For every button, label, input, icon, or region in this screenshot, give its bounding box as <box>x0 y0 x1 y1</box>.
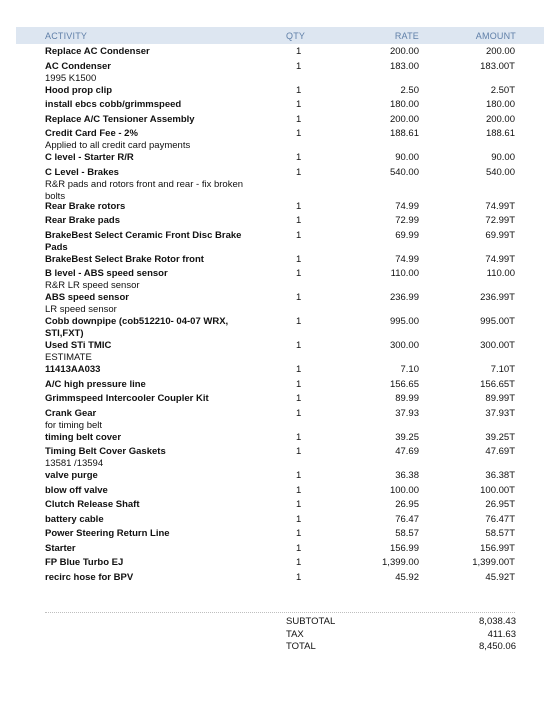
activity-name: 11413AA033 <box>45 364 101 375</box>
subtotal-label: SUBTOTAL <box>286 616 336 627</box>
table-row <box>0 268 560 292</box>
table-row <box>0 316 560 340</box>
rate-cell: 76.47 <box>395 513 419 525</box>
table-row <box>0 215 560 230</box>
table-header <box>16 27 544 44</box>
activity-name: recirc hose for BPV <box>45 571 134 583</box>
rate-cell: 74.99 <box>395 253 419 265</box>
table-row <box>0 528 560 543</box>
table-row <box>0 499 560 514</box>
activity-cell <box>45 432 245 444</box>
activity-cell <box>45 85 245 97</box>
table-row <box>0 99 560 114</box>
activity-name: Starter <box>45 542 76 554</box>
amount-cell: 200.00 <box>485 46 515 57</box>
subtotal-value: 8,038.43 <box>479 616 516 627</box>
rate-cell: 188.61 <box>389 128 419 139</box>
table-row <box>0 114 560 129</box>
header-qty: QTY <box>286 31 306 41</box>
activity-cell <box>45 364 245 376</box>
activity-name: C level - Starter R/R <box>45 152 134 163</box>
rate-cell: 58.57 <box>395 528 419 539</box>
rate-cell: 7.10 <box>400 364 419 375</box>
rate-cell: 200.00 <box>389 46 419 57</box>
activity-name: C Level - Brakes <box>45 166 119 178</box>
qty-cell: 1 <box>296 499 302 510</box>
activity-description: R&R LR speed sensor <box>45 280 140 291</box>
qty-cell: 1 <box>296 128 302 139</box>
amount-cell: 47.69T <box>485 446 515 457</box>
qty-cell: 1 <box>296 571 302 583</box>
amount-cell: 58.57T <box>485 528 515 539</box>
rate-cell: 236.99 <box>389 292 419 303</box>
amount-cell: 300.00T <box>480 340 515 351</box>
qty-cell: 1 <box>296 340 302 351</box>
amount-cell: 183.00T <box>480 60 515 72</box>
activity-name: battery cable <box>45 513 104 525</box>
header-rate: RATE <box>394 31 419 41</box>
activity-cell <box>45 528 245 540</box>
activity-name: Used STi TMIC <box>45 340 112 351</box>
activity-name: Replace AC Condenser <box>45 46 150 57</box>
activity-description: 13581 /13594 <box>45 458 104 469</box>
qty-cell: 1 <box>296 528 302 539</box>
activity-cell <box>45 316 245 340</box>
activity-name: install ebcs cobb/grimmspeed <box>45 99 182 110</box>
activity-cell <box>45 485 245 497</box>
table-row <box>0 230 560 254</box>
amount-cell: 45.92T <box>485 571 515 583</box>
amount-cell: 69.99T <box>485 229 515 241</box>
qty-cell: 1 <box>296 431 302 443</box>
activity-cell <box>45 215 245 227</box>
activity-name: BrakeBest Select Ceramic Front Disc Brake Pads <box>45 229 242 253</box>
rate-cell: 100.00 <box>389 484 419 496</box>
activity-description: LR speed sensor <box>45 304 117 315</box>
activity-cell <box>45 340 245 364</box>
table-row <box>0 572 560 587</box>
table-row <box>0 292 560 316</box>
activity-cell <box>45 46 245 58</box>
table-row <box>0 128 560 152</box>
amount-cell: 110.00 <box>486 268 515 279</box>
total-value: 8,450.06 <box>479 641 516 652</box>
rate-cell: 156.99 <box>389 542 419 554</box>
activity-name: AC Condenser <box>45 60 111 72</box>
activity-name: Replace A/C Tensioner Assembly <box>45 113 195 125</box>
table-row <box>0 46 560 61</box>
qty-cell: 1 <box>296 557 302 568</box>
line-items <box>0 46 560 586</box>
amount-cell: 72.99T <box>485 215 515 226</box>
header-activity: ACTIVITY <box>45 31 88 41</box>
activity-cell <box>45 61 245 85</box>
activity-cell <box>45 99 245 111</box>
activity-name: Credit Card Fee - 2% <box>45 128 138 139</box>
qty-cell: 1 <box>296 513 302 525</box>
activity-cell <box>45 470 245 482</box>
activity-cell <box>45 499 245 511</box>
activity-name: Cobb downpipe (cob512210- 04-07 WRX, STI,FXT) <box>45 316 229 339</box>
activity-cell <box>45 514 245 526</box>
table-row <box>0 379 560 394</box>
qty-cell: 1 <box>296 113 302 125</box>
amount-cell: 180.00 <box>485 99 515 110</box>
rate-cell: 47.69 <box>395 446 419 457</box>
activity-name: Clutch Release Shaft <box>45 499 140 510</box>
amount-cell: 89.99T <box>485 393 515 404</box>
tax-row <box>286 629 516 642</box>
activity-cell <box>45 114 245 126</box>
activity-cell <box>45 254 245 266</box>
table-row <box>0 393 560 408</box>
rate-cell: 110.00 <box>390 268 419 279</box>
activity-cell <box>45 446 245 470</box>
rate-cell: 89.99 <box>395 393 419 404</box>
table-row <box>0 340 560 364</box>
total-row <box>286 641 516 654</box>
rate-cell: 69.99 <box>395 229 419 241</box>
rate-cell: 540.00 <box>389 166 419 178</box>
activity-name: FP Blue Turbo EJ <box>45 557 124 568</box>
activity-name: ABS speed sensor <box>45 292 129 303</box>
amount-cell: 156.99T <box>480 542 515 554</box>
table-row <box>0 61 560 85</box>
rate-cell: 180.00 <box>389 99 419 110</box>
totals-block <box>286 616 516 654</box>
table-row <box>0 85 560 100</box>
activity-name: Grimmspeed Intercooler Coupler Kit <box>45 393 209 404</box>
rate-cell: 36.38 <box>395 470 419 481</box>
rate-cell: 90.00 <box>395 152 419 163</box>
activity-name: valve purge <box>45 470 98 481</box>
qty-cell: 1 <box>296 46 302 57</box>
amount-cell: 74.99T <box>485 200 515 212</box>
qty-cell: 1 <box>296 446 302 457</box>
qty-cell: 1 <box>296 99 302 110</box>
total-label: TOTAL <box>286 641 316 652</box>
amount-cell: 540.00 <box>485 166 515 178</box>
qty-cell: 1 <box>296 542 302 554</box>
amount-cell: 995.00T <box>480 316 515 327</box>
activity-description: ESTIMATE <box>45 352 92 363</box>
rate-cell: 74.99 <box>395 200 419 212</box>
qty-cell: 1 <box>296 393 302 404</box>
table-row <box>0 152 560 167</box>
activity-description: Applied to all credit card payments <box>45 140 191 151</box>
rate-cell: 45.92 <box>395 571 419 583</box>
qty-cell: 1 <box>296 470 302 481</box>
amount-cell: 236.99T <box>480 292 515 303</box>
rate-cell: 26.95 <box>395 499 419 510</box>
activity-cell <box>45 379 245 391</box>
rate-cell: 300.00 <box>389 340 419 351</box>
activity-cell <box>45 201 245 213</box>
table-row <box>0 543 560 558</box>
tax-value: 411.63 <box>487 628 516 640</box>
tax-label: TAX <box>286 628 304 640</box>
table-row <box>0 408 560 432</box>
activity-name: A/C high pressure line <box>45 378 146 390</box>
amount-cell: 7.10T <box>490 364 515 375</box>
activity-cell <box>45 167 245 203</box>
activity-name: BrakeBest Select Brake Rotor front <box>45 253 204 265</box>
qty-cell: 1 <box>296 484 302 496</box>
activity-name: Rear Brake pads <box>45 215 120 226</box>
table-row <box>0 446 560 470</box>
amount-cell: 36.38T <box>485 470 515 481</box>
qty-cell: 1 <box>296 292 302 303</box>
rate-cell: 183.00 <box>389 60 419 72</box>
totals-divider <box>45 612 515 613</box>
amount-cell: 156.65T <box>480 378 515 390</box>
qty-cell: 1 <box>296 407 302 419</box>
amount-cell: 200.00 <box>485 113 515 125</box>
activity-name: Power Steering Return Line <box>45 528 170 539</box>
activity-name: Hood prop clip <box>45 84 113 96</box>
qty-cell: 1 <box>296 364 302 375</box>
table-row <box>0 470 560 485</box>
amount-cell: 39.25T <box>485 431 515 443</box>
activity-cell <box>45 408 245 432</box>
activity-cell <box>45 557 245 569</box>
activity-description: 1995 K1500 <box>45 72 97 84</box>
qty-cell: 1 <box>296 229 302 241</box>
activity-cell <box>45 292 245 316</box>
activity-name: Rear Brake rotors <box>45 200 126 212</box>
rate-cell: 1,399.00 <box>382 557 419 568</box>
qty-cell: 1 <box>296 84 302 96</box>
activity-name: timing belt cover <box>45 431 122 443</box>
activity-description: for timing belt <box>45 419 103 431</box>
qty-cell: 1 <box>296 152 302 163</box>
rate-cell: 156.65 <box>389 378 419 390</box>
activity-cell <box>45 128 245 152</box>
qty-cell: 1 <box>296 200 302 212</box>
amount-cell: 188.61 <box>485 128 515 139</box>
qty-cell: 1 <box>296 166 302 178</box>
activity-name: B level - ABS speed sensor <box>45 268 168 279</box>
amount-cell: 37.93T <box>485 407 515 419</box>
qty-cell: 1 <box>296 268 302 279</box>
amount-cell: 76.47T <box>485 513 515 525</box>
activity-cell <box>45 152 245 164</box>
amount-cell: 74.99T <box>485 253 515 265</box>
table-row <box>0 432 560 447</box>
activity-cell <box>45 572 245 584</box>
rate-cell: 2.50 <box>400 84 419 96</box>
rate-cell: 37.93 <box>395 407 419 419</box>
qty-cell: 1 <box>296 253 302 265</box>
rate-cell: 200.00 <box>389 113 419 125</box>
amount-cell: 100.00T <box>480 484 515 496</box>
amount-cell: 2.50T <box>490 84 515 96</box>
rate-cell: 72.99 <box>395 215 419 226</box>
amount-cell: 1,399.00T <box>472 557 515 568</box>
rate-cell: 39.25 <box>395 431 419 443</box>
activity-cell <box>45 230 245 254</box>
activity-description: R&R pads and rotors front and rear - fix broken bolts <box>45 178 244 202</box>
table-row <box>0 557 560 572</box>
activity-cell <box>45 393 245 405</box>
subtotal-row <box>286 616 516 629</box>
activity-cell <box>45 543 245 555</box>
table-row <box>0 201 560 216</box>
table-row <box>0 364 560 379</box>
amount-cell: 26.95T <box>485 499 515 510</box>
activity-name: Timing Belt Cover Gaskets <box>45 446 166 457</box>
qty-cell: 1 <box>296 378 302 390</box>
amount-cell: 90.00 <box>491 152 515 163</box>
table-row <box>0 514 560 529</box>
activity-cell <box>45 268 245 292</box>
activity-name: blow off valve <box>45 484 108 496</box>
table-row <box>0 254 560 269</box>
header-amount: AMOUNT <box>475 31 516 41</box>
rate-cell: 995.00 <box>389 316 419 327</box>
table-row <box>0 485 560 500</box>
qty-cell: 1 <box>296 215 302 226</box>
qty-cell: 1 <box>296 60 302 72</box>
table-row <box>0 167 560 201</box>
activity-name: Crank Gear <box>45 407 97 419</box>
qty-cell: 1 <box>296 316 302 327</box>
